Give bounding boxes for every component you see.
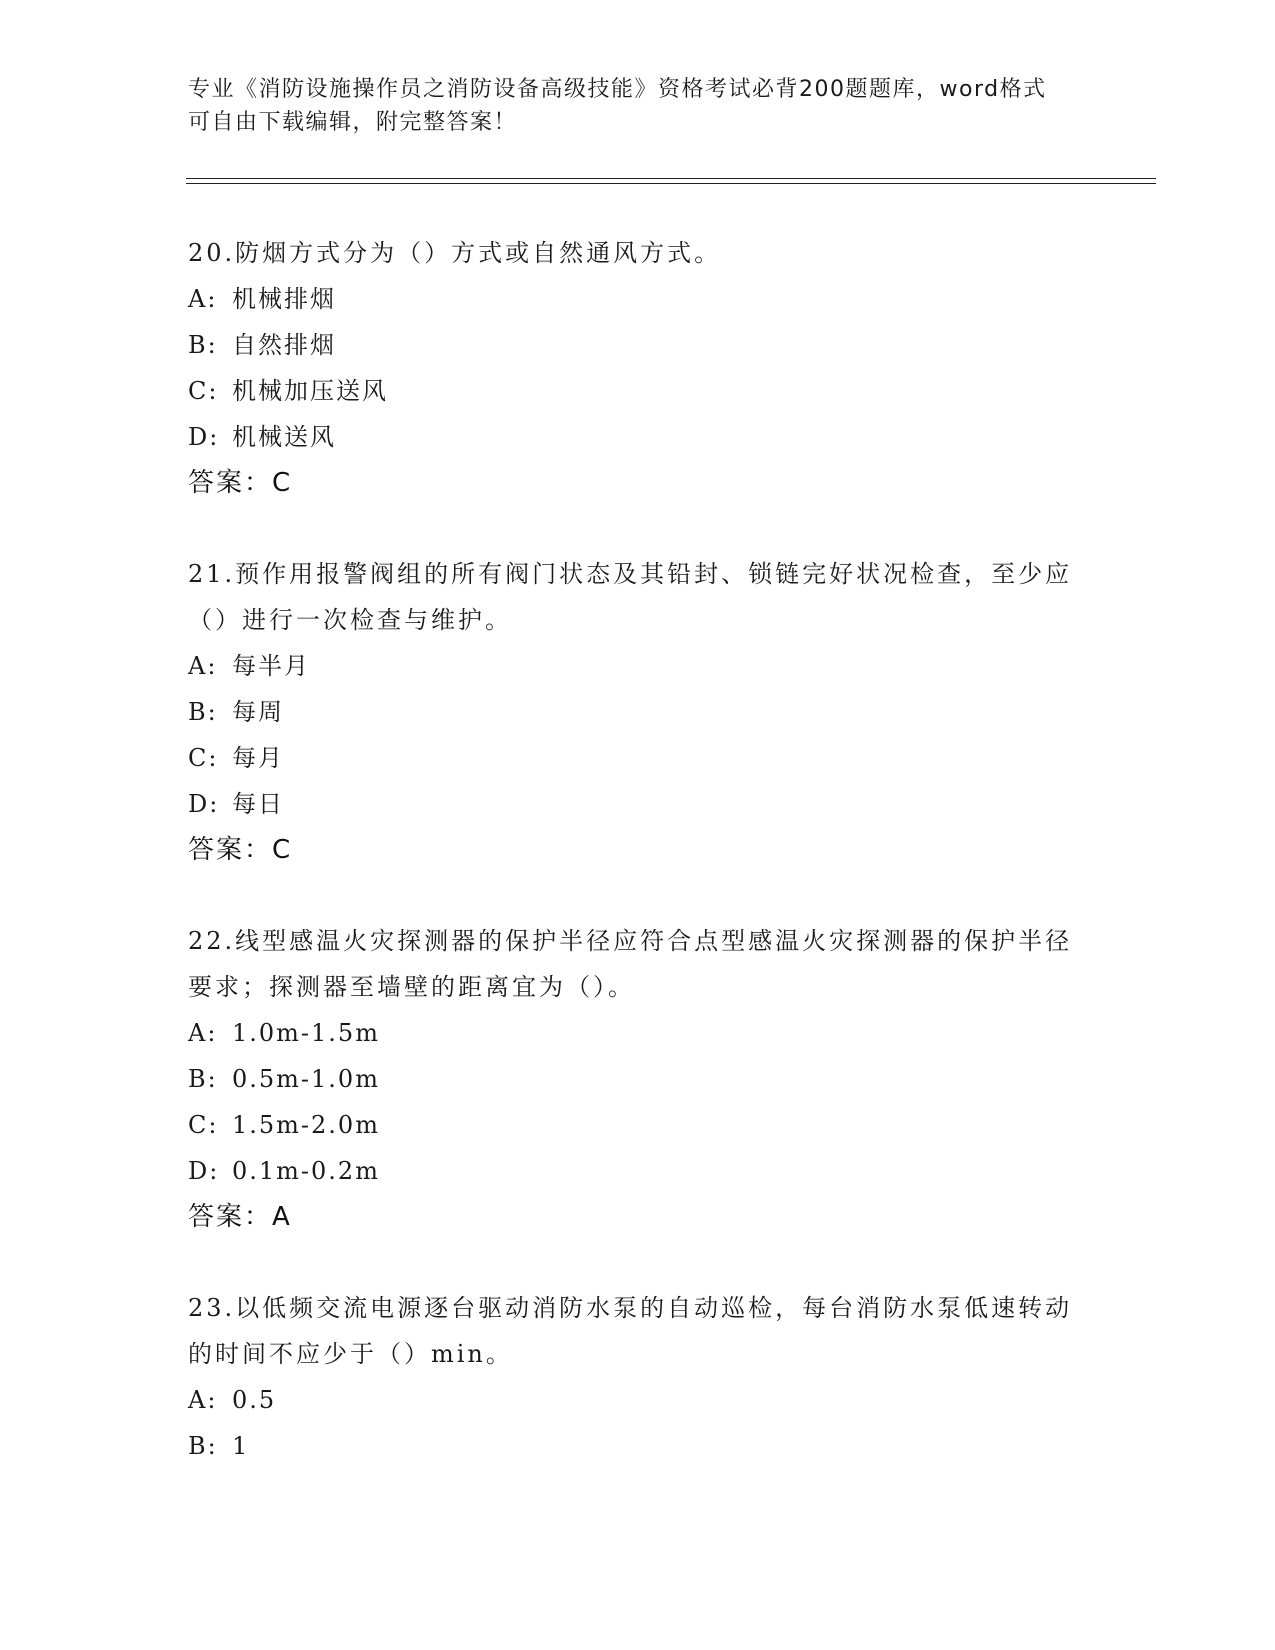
- option-key: B:: [188, 1065, 218, 1093]
- question-text: 23.以低频交流电源逐台驱动消防水泵的自动巡检，每台消防水泵低速转动的时间不应少于（）min。: [188, 1294, 1073, 1368]
- option-key: A:: [188, 1019, 218, 1047]
- answer-line: 答案：C: [188, 835, 293, 865]
- document-header: [188, 73, 1068, 139]
- question-text: 22.线型感温火灾探测器的保护半径应符合点型感温火灾探测器的保护半径要求；探测器至墙壁的距离宜为（）。: [188, 927, 1073, 1001]
- question-list: [188, 230, 1088, 1514]
- option-a: [188, 643, 1088, 689]
- option-text: 每月: [232, 744, 284, 772]
- option-text: 0.5: [232, 1386, 277, 1414]
- question-item: [188, 1285, 1088, 1469]
- option-key: B:: [188, 1432, 218, 1460]
- option-text: 机械加压送风: [232, 377, 388, 405]
- option-b: [188, 1423, 1088, 1469]
- option-b: [188, 689, 1088, 735]
- option-key: A:: [188, 652, 218, 680]
- option-text: 机械排烟: [232, 285, 336, 313]
- option-text: 0.1m-0.2m: [232, 1157, 380, 1185]
- question-item: [188, 918, 1088, 1240]
- question-item: [188, 551, 1088, 873]
- option-text: 1.5m-2.0m: [232, 1111, 380, 1139]
- header-title: 专业《消防设施操作员之消防设备高级技能》资格考试必背200题题库，word格式可自由下载编辑，附完整答案！: [188, 77, 1047, 135]
- option-d: [188, 1148, 1088, 1194]
- option-d: [188, 414, 1088, 460]
- option-a: [188, 1377, 1088, 1423]
- option-key: A:: [188, 1386, 218, 1414]
- answer-line: 答案：C: [188, 468, 293, 498]
- option-text: 每周: [232, 698, 284, 726]
- option-text: 1.0m-1.5m: [232, 1019, 380, 1047]
- option-text: 0.5m-1.0m: [232, 1065, 380, 1093]
- option-a: [188, 1010, 1088, 1056]
- option-c: [188, 735, 1088, 781]
- option-text: 每日: [232, 790, 284, 818]
- option-d: [188, 781, 1088, 827]
- option-c: [188, 1102, 1088, 1148]
- option-key: D:: [188, 1157, 220, 1185]
- question-text: 20.防烟方式分为（）方式或自然通风方式。: [188, 239, 722, 267]
- header-divider-top: [186, 178, 1156, 179]
- option-c: [188, 368, 1088, 414]
- option-a: [188, 276, 1088, 322]
- option-text: 每半月: [232, 652, 310, 680]
- header-divider-bottom: [186, 183, 1156, 184]
- option-text: 自然排烟: [232, 331, 336, 359]
- option-key: D:: [188, 423, 220, 451]
- question-item: [188, 230, 1088, 506]
- option-text: 机械送风: [232, 423, 336, 451]
- option-key: B:: [188, 698, 218, 726]
- option-key: C:: [188, 744, 219, 772]
- option-key: D:: [188, 790, 220, 818]
- answer-line: 答案：A: [188, 1202, 292, 1232]
- question-text: 21.预作用报警阀组的所有阀门状态及其铅封、锁链完好状况检查，至少应（）进行一次检查与维护。: [188, 560, 1073, 634]
- option-key: B:: [188, 331, 218, 359]
- option-b: [188, 1056, 1088, 1102]
- option-b: [188, 322, 1088, 368]
- option-key: C:: [188, 1111, 219, 1139]
- option-key: A:: [188, 285, 218, 313]
- option-key: C:: [188, 377, 219, 405]
- option-text: 1: [232, 1432, 250, 1460]
